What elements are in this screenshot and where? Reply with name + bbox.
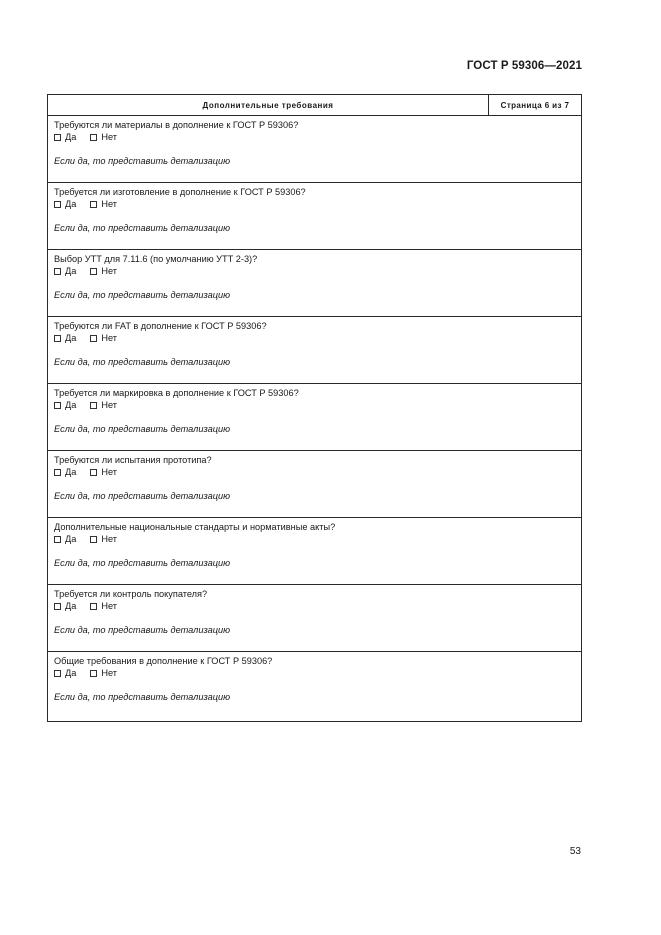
yes-label: Да	[65, 668, 77, 678]
no-option[interactable]	[90, 199, 117, 210]
detail-instruction: Если да, то представить детализацию	[54, 625, 230, 635]
question-text: Требуется ли изготовление в дополнение к ГОСТ Р 59306?	[54, 187, 306, 197]
yes-option[interactable]	[54, 333, 76, 344]
table-header	[48, 95, 581, 116]
question-row	[48, 384, 581, 451]
document-code: ГОСТ Р 59306—2021	[466, 60, 582, 72]
yes-label: Да	[65, 266, 77, 276]
yes-option[interactable]	[54, 467, 76, 478]
question-row	[48, 518, 581, 585]
yes-checkbox[interactable]	[54, 536, 61, 543]
yes-checkbox[interactable]	[54, 134, 61, 141]
yes-label: Да	[65, 333, 77, 343]
question-row	[48, 116, 581, 183]
question-row	[48, 585, 581, 652]
question-text: Требуются ли материалы в дополнение к ГОСТ Р 59306?	[54, 120, 299, 130]
answer-options	[54, 668, 575, 679]
no-checkbox[interactable]	[90, 402, 97, 409]
answer-options	[54, 400, 575, 411]
table-page-label: Страница 6 из 7	[500, 100, 570, 110]
yes-option[interactable]	[54, 199, 76, 210]
no-label: Нет	[101, 333, 117, 343]
no-option[interactable]	[90, 266, 117, 277]
question-row	[48, 451, 581, 518]
yes-option[interactable]	[54, 601, 76, 612]
question-text: Требуются ли испытания прототипа?	[54, 455, 212, 465]
no-option[interactable]	[90, 400, 117, 411]
yes-option[interactable]	[54, 534, 76, 545]
table-title: Дополнительные требования	[48, 95, 489, 115]
no-checkbox[interactable]	[90, 268, 97, 275]
no-option[interactable]	[90, 333, 117, 344]
question-text: Требуются ли FAT в дополнение к ГОСТ Р 59306?	[54, 321, 267, 331]
question-text: Дополнительные национальные стандарты и нормативные акты?	[54, 522, 336, 532]
yes-option[interactable]	[54, 400, 76, 411]
requirements-table	[47, 94, 582, 722]
no-option[interactable]	[90, 668, 117, 679]
no-label: Нет	[101, 601, 117, 611]
answer-options	[54, 601, 575, 612]
yes-checkbox[interactable]	[54, 469, 61, 476]
no-option[interactable]	[90, 467, 117, 478]
no-checkbox[interactable]	[90, 670, 97, 677]
yes-checkbox[interactable]	[54, 201, 61, 208]
answer-options	[54, 534, 575, 545]
question-row	[48, 652, 581, 721]
no-label: Нет	[101, 467, 117, 477]
yes-checkbox[interactable]	[54, 335, 61, 342]
no-option[interactable]	[90, 132, 117, 143]
detail-instruction: Если да, то представить детализацию	[54, 290, 230, 300]
question-text: Требуется ли контроль покупателя?	[54, 589, 208, 599]
yes-label: Да	[65, 132, 77, 142]
no-checkbox[interactable]	[90, 469, 97, 476]
yes-option[interactable]	[54, 132, 76, 143]
detail-instruction: Если да, то представить детализацию	[54, 357, 230, 367]
answer-options	[54, 266, 575, 277]
detail-instruction: Если да, то представить детализацию	[54, 692, 230, 702]
yes-option[interactable]	[54, 266, 76, 277]
detail-instruction: Если да, то представить детализацию	[54, 156, 230, 166]
question-row	[48, 250, 581, 317]
no-label: Нет	[101, 534, 117, 544]
no-checkbox[interactable]	[90, 536, 97, 543]
yes-label: Да	[65, 199, 77, 209]
yes-label: Да	[65, 400, 77, 410]
question-row	[48, 317, 581, 384]
yes-label: Да	[65, 601, 77, 611]
yes-checkbox[interactable]	[54, 670, 61, 677]
no-label: Нет	[101, 132, 117, 142]
no-checkbox[interactable]	[90, 201, 97, 208]
yes-label: Да	[65, 534, 77, 544]
no-label: Нет	[101, 668, 117, 678]
no-label: Нет	[101, 199, 117, 209]
no-checkbox[interactable]	[90, 603, 97, 610]
answer-options	[54, 467, 575, 478]
no-checkbox[interactable]	[90, 335, 97, 342]
no-checkbox[interactable]	[90, 134, 97, 141]
question-text: Общие требования в дополнение к ГОСТ Р 59306?	[54, 656, 273, 666]
page-number: 53	[569, 846, 581, 857]
question-list	[48, 116, 581, 721]
yes-checkbox[interactable]	[54, 603, 61, 610]
answer-options	[54, 199, 575, 210]
detail-instruction: Если да, то представить детализацию	[54, 558, 230, 568]
no-label: Нет	[101, 266, 117, 276]
question-text: Выбор УТТ для 7.11.6 (по умолчанию УТТ 2-3)?	[54, 254, 258, 264]
detail-instruction: Если да, то представить детализацию	[54, 223, 230, 233]
yes-option[interactable]	[54, 668, 76, 679]
answer-options	[54, 333, 575, 344]
question-row	[48, 183, 581, 250]
no-option[interactable]	[90, 534, 117, 545]
yes-label: Да	[65, 467, 77, 477]
yes-checkbox[interactable]	[54, 402, 61, 409]
no-label: Нет	[101, 400, 117, 410]
no-option[interactable]	[90, 601, 117, 612]
question-text: Требуется ли маркировка в дополнение к ГОСТ Р 59306?	[54, 388, 299, 398]
answer-options	[54, 132, 575, 143]
detail-instruction: Если да, то представить детализацию	[54, 424, 230, 434]
yes-checkbox[interactable]	[54, 268, 61, 275]
detail-instruction: Если да, то представить детализацию	[54, 491, 230, 501]
